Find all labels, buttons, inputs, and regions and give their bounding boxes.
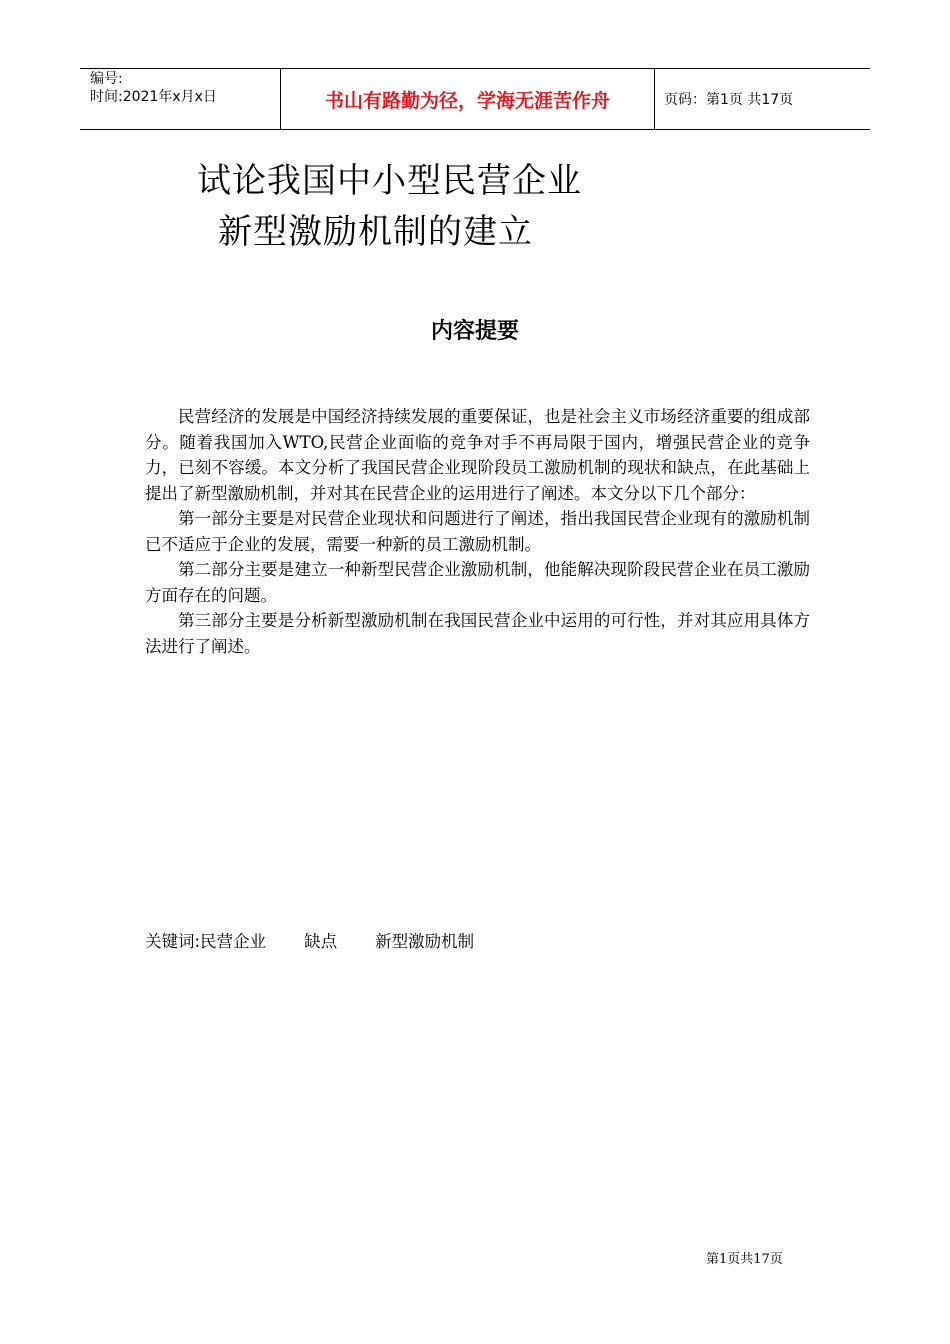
document-header [80, 68, 870, 130]
abstract-body [145, 404, 810, 659]
footer-page-number: 第1页共17页 [706, 1252, 783, 1267]
abstract-paragraph: 第三部分主要是分析新型激励机制在我国民营企业中运用的可行性，并对其应用具体方法进行了阐述。 [145, 611, 810, 656]
header-meta-cell [80, 69, 281, 129]
keywords-line [145, 928, 474, 952]
abstract-paragraph: 第二部分主要是建立一种新型民营企业激励机制，他能解决现阶段民营企业在员工激励方面存在的问题。 [145, 560, 810, 605]
document-time-label: 时间:2021年x月x日 [90, 89, 217, 105]
header-page-number: 页码：第1页 共17页 [664, 92, 794, 108]
abstract-paragraph: 民营经济的发展是中国经济持续发展的重要保证，也是社会主义市场经济重要的组成部分。随着我国加入WTO,民营企业面临的竞争对手不再局限于国内，增强民营企业的竞争力，已刻不容缓。本文分析了我国民营企业现阶段员工激励机制的现状和缺点，在此基础上提出了新型激励机制，并对其在民营企业的运用进行了阐述。本文分以下几个部分： [145, 407, 810, 503]
keyword-item: 缺点 [304, 932, 338, 951]
keyword-item: 民营企业 [200, 932, 267, 951]
document-title-line-1: 试论我国中小型民营企业 [197, 161, 582, 201]
keyword-item: 新型激励机制 [375, 932, 475, 951]
document-number-label: 编号: [90, 71, 123, 87]
header-motto: 书山有路勤为径，学海无涯苦作舟 [281, 69, 655, 129]
abstract-heading: 内容提要 [430, 319, 519, 344]
keywords-label: 关键词: [145, 932, 201, 951]
abstract-paragraph: 第一部分主要是对民营企业现状和问题进行了阐述，指出我国民营企业现有的激励机制已不适应于企业的发展，需要一种新的员工激励机制。 [145, 509, 810, 554]
document-title-line-2: 新型激励机制的建立 [218, 212, 533, 252]
